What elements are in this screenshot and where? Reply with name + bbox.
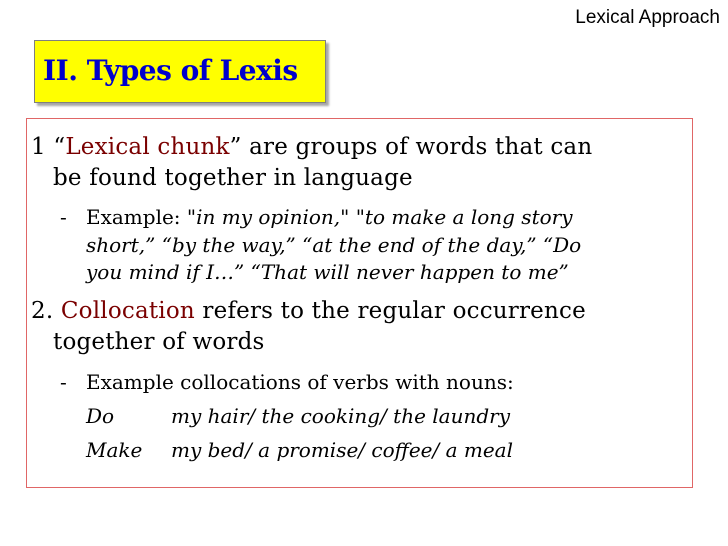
slide-title: II. Types of Lexis bbox=[43, 54, 298, 87]
collocation-verb: Make bbox=[86, 438, 143, 462]
item-2-bullet-dash: - bbox=[60, 370, 67, 394]
item-1-definition-line-1: ” are groups of words that can bbox=[229, 134, 593, 160]
item-1-line-1 bbox=[31, 133, 592, 162]
item-2-definition-line-1: refers to the regular occurrence bbox=[194, 298, 586, 324]
item-1-example-line-3: you mind if I…” “That will never happen to me” bbox=[86, 260, 569, 284]
item-2-term: Collocation bbox=[60, 298, 195, 324]
item-1-bullet-dash: - bbox=[60, 205, 67, 229]
title-box bbox=[34, 40, 326, 103]
item-1-example-line-1 bbox=[86, 205, 573, 230]
item-2-example-label: Example collocations of verbs with nouns: bbox=[86, 370, 514, 394]
item-2-number: 2. bbox=[31, 298, 61, 324]
item-1-term: Lexical chunk bbox=[65, 134, 230, 160]
item-1-definition-line-2: be found together in language bbox=[53, 165, 413, 191]
item-2-line-1 bbox=[31, 297, 586, 326]
collocation-row bbox=[86, 404, 510, 429]
collocation-verb: Do bbox=[86, 404, 115, 428]
collocation-nouns: my hair/ the cooking/ the laundry bbox=[171, 404, 511, 428]
header-label: Lexical Approach bbox=[575, 7, 720, 28]
item-1-example-text-1: "in my opinion," "to make a long story bbox=[186, 205, 573, 229]
collocation-nouns: my bed/ a promise/ coffee/ a meal bbox=[171, 438, 513, 462]
item-2-definition-line-2: together of words bbox=[53, 329, 265, 355]
item-1-number: 1 “ bbox=[31, 134, 66, 160]
collocation-row bbox=[86, 438, 513, 463]
item-1-example-line-2: short,” “by the way,” “at the end of the day,” “Do bbox=[86, 233, 582, 257]
content-box bbox=[26, 118, 693, 488]
item-1-example-label: Example: bbox=[86, 205, 187, 229]
